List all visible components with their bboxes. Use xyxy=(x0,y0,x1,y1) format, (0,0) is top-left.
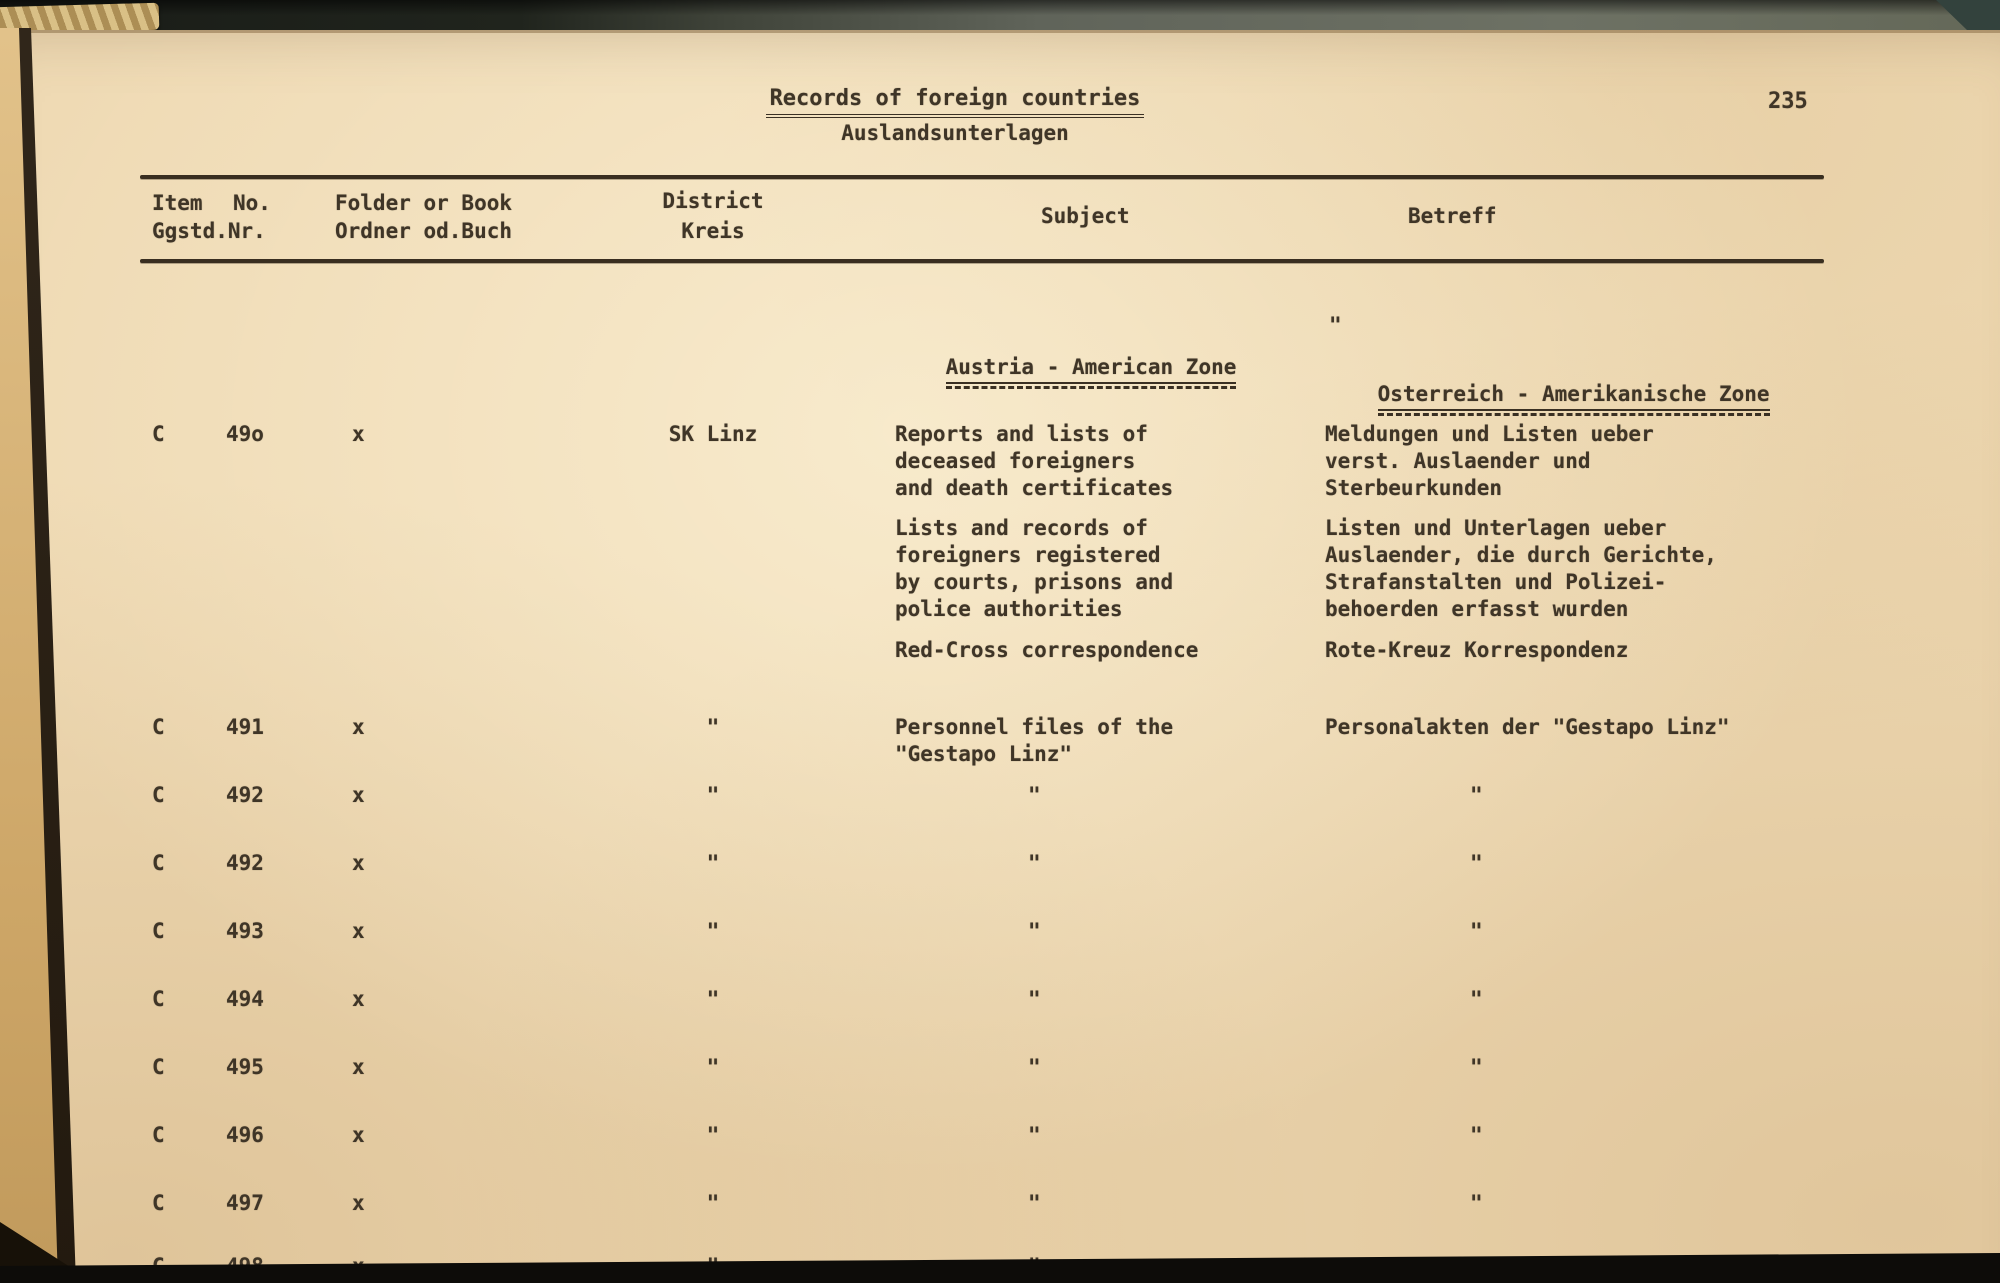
betreff-cell: " xyxy=(1470,987,1483,1011)
betreff-cell: " xyxy=(1470,851,1483,875)
subject-cell: " xyxy=(1028,987,1041,1011)
subject-cell: Lists and records of foreigners registered by courts, prisons and police authorities xyxy=(895,516,1174,621)
subject-cell: Red-Cross correspondence xyxy=(895,638,1199,662)
folder-cell: x xyxy=(352,1191,365,1215)
column-header-district: District xyxy=(662,189,764,213)
number-cell: 493 xyxy=(226,919,264,943)
district-cell: " xyxy=(706,1191,720,1215)
folder-cell: x xyxy=(352,919,365,943)
title-block xyxy=(590,86,1320,146)
district-cell: " xyxy=(706,715,720,739)
district-cell: " xyxy=(706,783,720,807)
column-header-item-de: Ggstd.Nr. xyxy=(152,219,266,243)
book-binding-top xyxy=(0,0,2000,34)
number-cell: 49o xyxy=(226,422,264,446)
column-header-no: No. xyxy=(233,191,271,215)
header-rule-top xyxy=(140,175,1824,179)
number-cell: 492 xyxy=(226,851,264,875)
folder-cell: x xyxy=(352,1123,365,1147)
subject-cell: " xyxy=(1028,919,1041,943)
page-title: Records of foreign countries xyxy=(766,86,1145,118)
betreff-cell: " xyxy=(1470,1055,1483,1079)
folder-cell: x xyxy=(352,422,365,446)
item-cell: C xyxy=(152,851,165,875)
item-cell: C xyxy=(152,919,165,943)
item-cell: C xyxy=(152,715,165,739)
district-cell: " xyxy=(706,987,720,1011)
subject-cell: " xyxy=(1028,1123,1041,1147)
page-subtitle: Auslandsunterlagen xyxy=(841,121,1069,145)
district-cell: " xyxy=(706,851,720,875)
page-number: 235 xyxy=(1768,89,1808,114)
number-cell: 494 xyxy=(226,987,264,1011)
subject-cell: Personnel files of the "Gestapo Linz" xyxy=(895,715,1174,766)
district-cell: SK Linz xyxy=(668,422,758,446)
subject-cell: " xyxy=(1028,1191,1041,1215)
item-cell: C xyxy=(152,1055,165,1079)
subject-cell: Reports and lists of deceased foreigners and death certificates xyxy=(895,422,1174,500)
betreff-cell: Personalakten der "Gestapo Linz" xyxy=(1325,715,1730,739)
column-header-folder-de: Ordner od.Buch xyxy=(335,219,513,243)
subject-cell: " xyxy=(1028,851,1041,875)
betreff-cell: " xyxy=(1470,783,1483,807)
betreff-cell: " xyxy=(1470,1123,1483,1147)
betreff-cell: Meldungen und Listen ueber verst. Auslaender und Sterbeurkunden xyxy=(1325,422,1654,500)
umlaut-mark: " xyxy=(1329,313,1342,337)
item-cell: C xyxy=(152,987,165,1011)
betreff-cell: Rote-Kreuz Korrespondenz xyxy=(1325,638,1629,662)
district-cell: " xyxy=(706,1055,720,1079)
section-heading-de: " Osterreich - Amerikanische Zone xyxy=(1327,327,1770,443)
folder-cell: x xyxy=(352,851,365,875)
subject-cell: " xyxy=(1028,783,1041,807)
item-cell: C xyxy=(152,1123,165,1147)
number-cell: 496 xyxy=(226,1123,264,1147)
column-header-district-de: Kreis xyxy=(681,219,745,243)
folder-cell: x xyxy=(352,1055,365,1079)
column-header-subject: Subject xyxy=(1041,204,1130,228)
column-header-item: Item xyxy=(152,191,203,215)
district-cell: " xyxy=(706,919,720,943)
subject-cell: " xyxy=(1028,1055,1041,1079)
section-heading-en: Austria - American Zone xyxy=(895,327,1236,416)
item-cell: C xyxy=(152,1191,165,1215)
district-cell: " xyxy=(706,1123,720,1147)
number-cell: 495 xyxy=(226,1055,264,1079)
item-cell: C xyxy=(152,783,165,807)
betreff-cell: " xyxy=(1470,1191,1483,1215)
number-cell: 491 xyxy=(226,715,264,739)
item-cell: C xyxy=(152,422,165,446)
folder-cell: x xyxy=(352,715,365,739)
betreff-cell: " xyxy=(1470,919,1483,943)
folder-cell: x xyxy=(352,987,365,1011)
column-header-folder: Folder or Book xyxy=(335,191,513,215)
number-cell: 492 xyxy=(226,783,264,807)
column-header-betreff: Betreff xyxy=(1408,204,1497,228)
folder-cell: x xyxy=(352,783,365,807)
number-cell: 497 xyxy=(226,1191,264,1215)
header-rule-bottom xyxy=(140,259,1824,263)
betreff-cell: Listen und Unterlagen ueber Auslaender, die durch Gerichte, Strafanstalten und Polizei- behoerden erfasst wurden xyxy=(1325,516,1717,621)
